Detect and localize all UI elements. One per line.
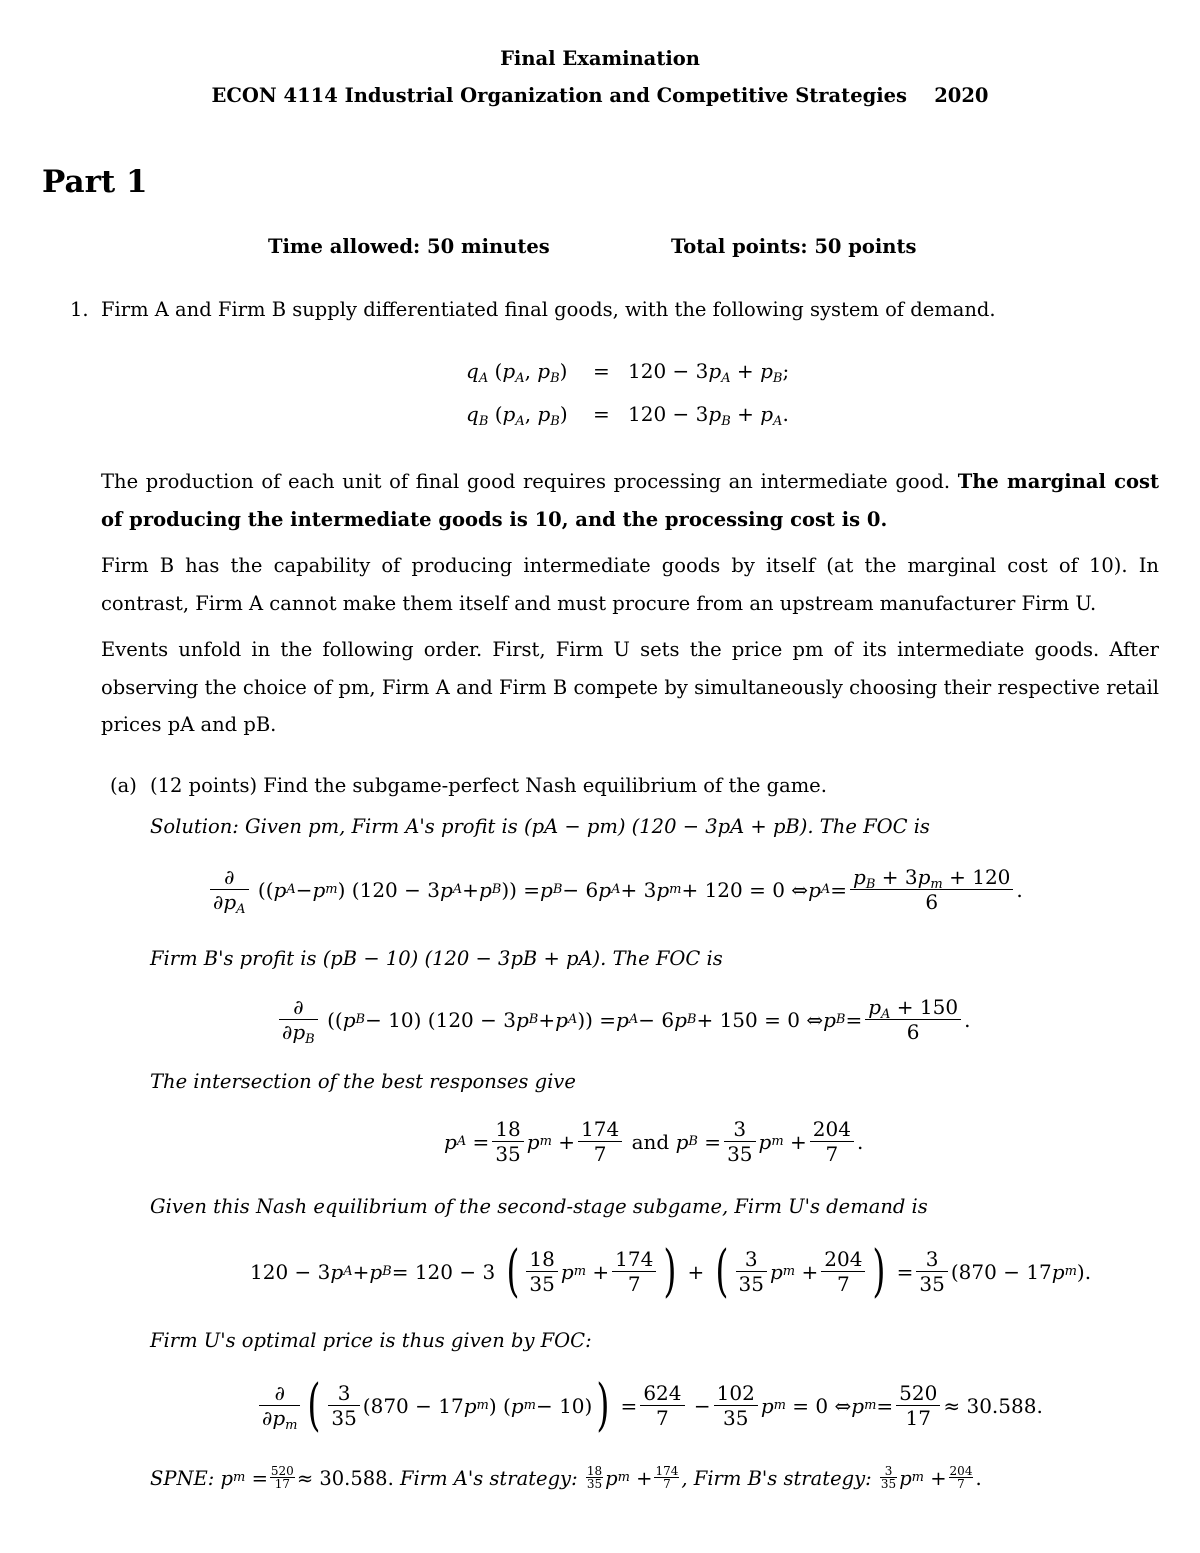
paragraph-firm-b: Firm B has the capability of producing intermediate goods by itself (at the marginal cost of 10). In contrast, Firm A cannot make them itself and must procure from an upstream manufacturer Firm U. <box>101 554 1159 615</box>
foc-firm-b: $\frac{\partial}{\partial p_B}$ (( p B − 10) (120 − 3 p B + p A )) = p A − 6 p B + 150 = 0 ⇔ p B = $\frac{p_A + 150}{6}$ . <box>276 990 970 1050</box>
part-a-prompt: (12 points) Find the subgame-perfect Nash equilibrium of the game. <box>150 774 827 797</box>
part-a-label: (a) <box>110 774 137 797</box>
question-intro: Firm A and Firm B supply differentiated final goods, with the following system of demand. <box>101 298 996 321</box>
spne-summary: SPNE: p m = $\frac{520}{17}$ ≈ 30.588. Firm A's strategy: 18 35 p m + $\frac{174}{7}$ , Firm B's strategy: 3 35 p m + $\frac{204}{7}$ . <box>150 1463 982 1492</box>
best-response-result: p A = $\frac{18}{35}$ p m + $\frac{174}{7}$ and p B = $\frac{3}{35}$ p m + $\frac{204}{7}$ . <box>444 1117 864 1166</box>
demand-a-equals: = <box>593 359 610 383</box>
course-name: ECON 4114 Industrial Organization and Competitive Strategies <box>211 84 908 107</box>
time-allowed: Time allowed: 50 minutes <box>268 235 550 258</box>
firm-u-demand-text: Given this Nash equilibrium of the second-stage subgame, Firm U's demand is <box>150 1195 928 1218</box>
part-title: Part 1 <box>42 164 148 200</box>
foc-firm-a: $\frac{\partial}{\partial p_A}$ (( p A − p m ) (120 − 3 p A + p B )) = p B − 6 p A + 3 p m + 120 = 0 ⇔ p A = $\frac{p_B + 3p_m + 120}{6}$ . <box>207 860 1023 920</box>
solution-intro: Solution: Given pm, Firm A's profit is (pA − pm) (120 − 3pA + pB). The FOC is <box>150 815 930 838</box>
foc-firm-u: $\frac{\partial}{\partial p_m}$ ( $\frac{3}{35}$ (870 − 17 p m ) ( p m − 10) ) = $\frac{624}{7}$ − $\frac{102}{35}$ p m = 0 ⇔ p m = $\frac{520}{17}$ ≈ 30.588. <box>256 1374 1043 1438</box>
paragraph-events: Events unfold in the following order. First, Firm U sets the price pm of its intermediate goods. After observing the choice of pm, Firm A and Firm B compete by simultaneously choosing their respective retail prices pA and pB. <box>101 638 1159 736</box>
paragraph-production <box>101 463 1159 538</box>
demand-a-rhs: $120 - 3p_A + p_B$; <box>628 359 790 386</box>
demand-b-equals: = <box>593 402 610 426</box>
demand-b-rhs: $120 - 3p_B + p_A$. <box>628 402 789 429</box>
firm-u-demand-eq: 120 − 3 p A + p B = 120 − 3 ( $\frac{18}{35}$ p m + $\frac{174}{7}$ ) + ( $\frac{3}{35}$ p m + $\frac{204}{7}$ ) = $\frac{3}{35}$ (870 − 17 p m ). <box>250 1239 1092 1304</box>
production-text: The production of each unit of final good requires processing an intermediate good. <box>101 470 958 493</box>
intersection-text: The intersection of the best responses give <box>150 1070 576 1093</box>
demand-b-lhs: $q_B$ ($p_A$, $p_B$) <box>466 402 568 429</box>
exam-title: Final Examination <box>500 47 700 70</box>
course-line <box>0 77 1200 114</box>
exam-year: 2020 <box>934 84 989 107</box>
marginal-cost-bold: The marginal cost of producing the intermediate goods is 10, and the processing cost is 0. <box>101 470 1159 531</box>
firm-b-profit-text: Firm B's profit is (pB − 10) (120 − 3pB + pA). The FOC is <box>150 947 723 970</box>
question-number: 1. <box>70 298 89 321</box>
demand-a-lhs: $q_A$ ($p_A$, $p_B$) <box>466 359 568 386</box>
total-points: Total points: 50 points <box>671 235 917 258</box>
firm-u-optimal-text: Firm U's optimal price is thus given by FOC: <box>150 1329 592 1352</box>
